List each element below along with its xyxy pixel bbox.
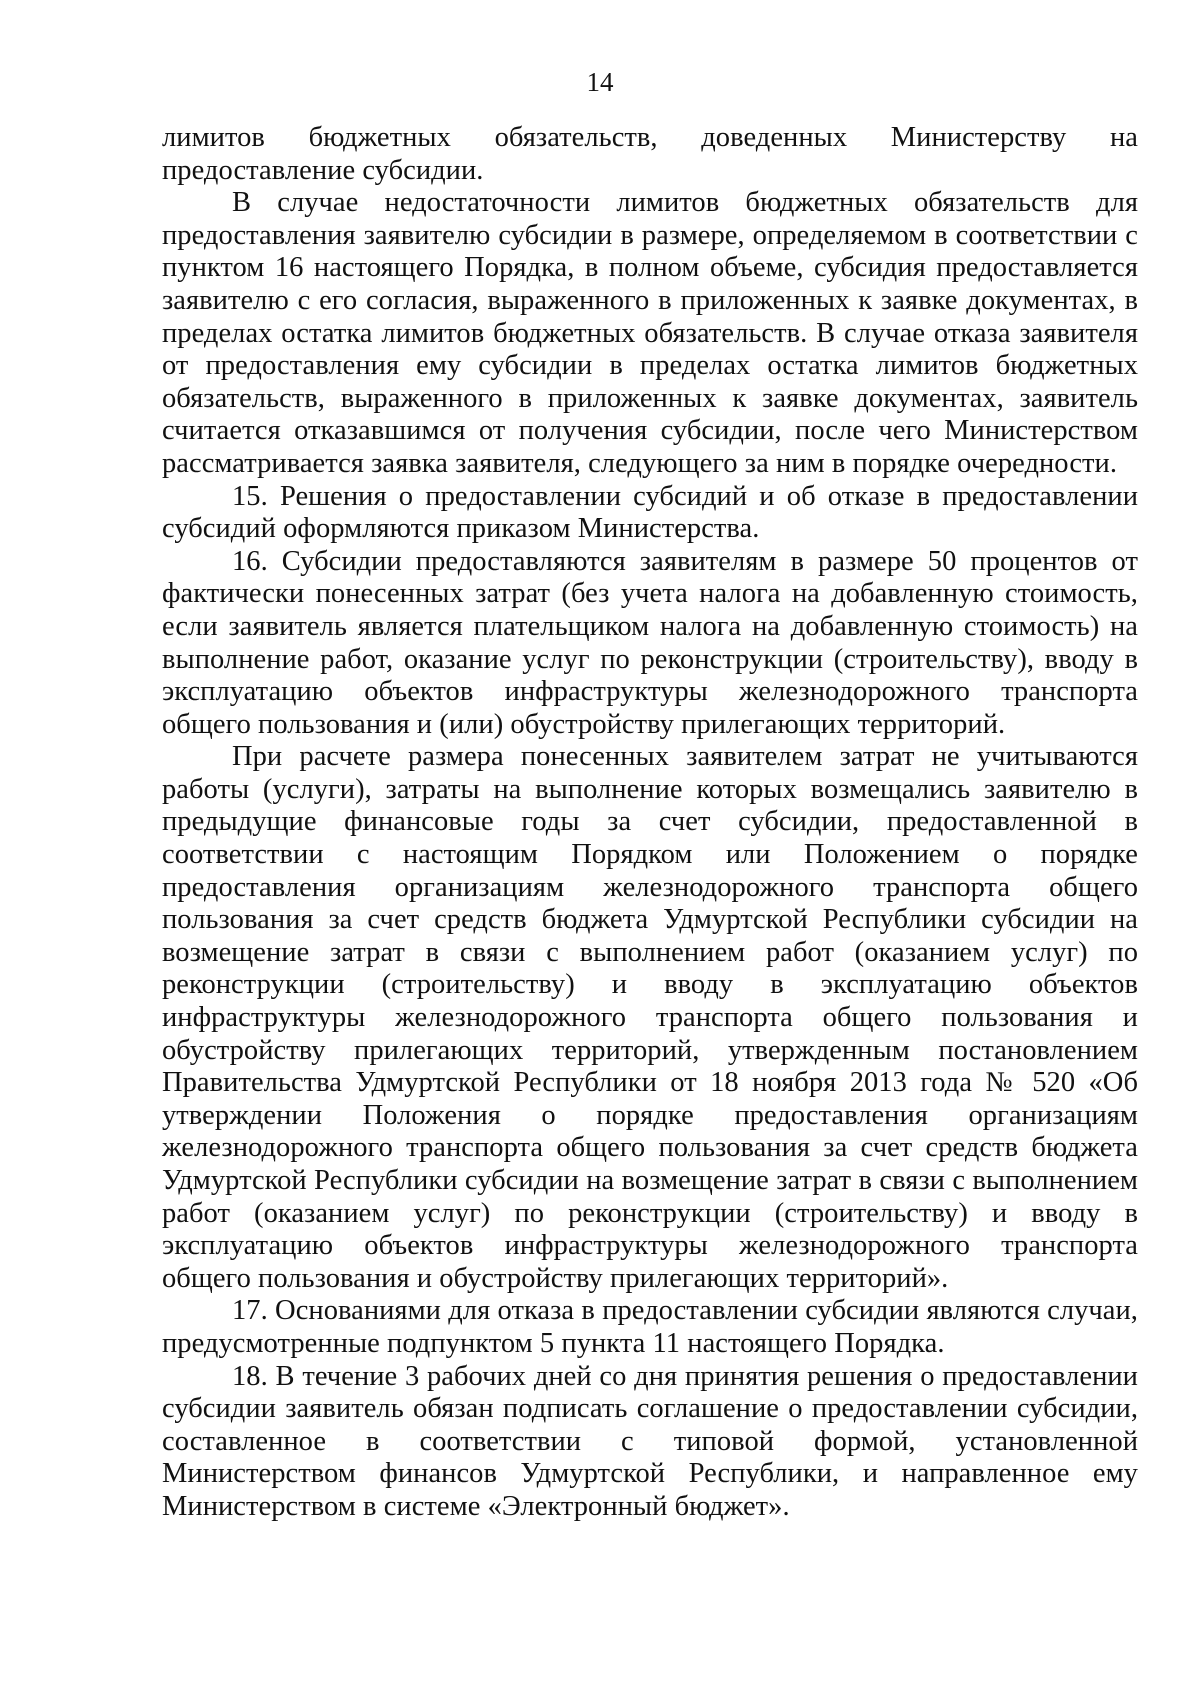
paragraph-clause-17: 17. Основаниями для отказа в предоставлении субсидии являются случаи, предусмотренные подпунктом 5 пункта 11 настоящего Порядка. <box>162 1295 1138 1359</box>
paragraph-clause-15: 15. Решения о предоставлении субсидий и об отказе в предоставлении субсидий оформляются приказом Министерства. <box>162 480 1138 545</box>
paragraph-clause-18: 18. В течение 3 рабочих дней со дня принятия решения о предоставлении субсидии заявитель обязан подписать соглашение о предоставлении субсидии, составленное в соответствии с типовой формой, установленной Министерством финансов Удмуртской Республики, и направленное ему Министерством в системе «Электронный бюджет». <box>162 1360 1138 1522</box>
paragraph-clause-16: 16. Субсидии предоставляются заявителям в размере 50 процентов от фактически понесенных затрат (без учета налога на добавленную стоимость, если заявитель является плательщиком налога на добавленную стоимость) на выполнение работ, оказание услуг по реконструкции (строительству), вводу в эксплуатацию объектов инфраструктуры железнодорожного транспорта общего пользования и (или) обустройству прилегающих территорий. <box>162 545 1138 740</box>
paragraph-continuation: лимитов бюджетных обязательств, доведенных Министерству на предоставление субсидии. <box>162 122 1138 186</box>
document-body <box>162 122 1138 1524</box>
page-number: 14 <box>586 67 614 97</box>
paragraph-cost-calculation: При расчете размера понесенных заявителем затрат не учитываются работы (услуги), затраты на выполнение которых возмещались заявителю в предыдущие финансовые годы за счет субсидии, предоставленной в соответствии с настоящим Порядком или Положением о порядке предоставления организациям железнодорожного транспорта общего пользования за счет средств бюджета Удмуртской Республики субсидии на возмещение затрат в связи с выполнением работ (оказанием услуг) по реконструкции (строительству) и вводу в эксплуатацию объектов инфраструктуры железнодорожного транспорта общего пользования и обустройству прилегающих территорий, утвержденным постановлением Правительства Удмуртской Республики от 18 ноября 2013 года № 520 «Об утверждении Положения о порядке предоставления организациям железнодорожного транспорта общего пользования за счет средств бюджета Удмуртской Республики субсидии на возмещение затрат в связи с выполнением работ (оказанием услуг) по реконструкции (строительству) и вводу в эксплуатацию объектов инфраструктуры железнодорожного транспорта общего пользования и обустройству прилегающих территорий». <box>162 741 1138 1294</box>
paragraph-insufficient-limits: В случае недостаточности лимитов бюджетных обязательств для предоставления заявителю субсидии в размере, определяемом в соответствии с пунктом 16 настоящего Порядка, в полном объеме, субсидия предоставляется заявителю с его согласия, выраженного в приложенных к заявке документах, в пределах остатка лимитов бюджетных обязательств. В случае отказа заявителя от предоставления ему субсидии в пределах остатка лимитов бюджетных обязательств, выраженного в приложенных к заявке документах, заявитель считается отказавшимся от получения субсидии, после чего Министерством рассматривается заявка заявителя, следующего за ним в порядке очередности. <box>162 187 1138 479</box>
